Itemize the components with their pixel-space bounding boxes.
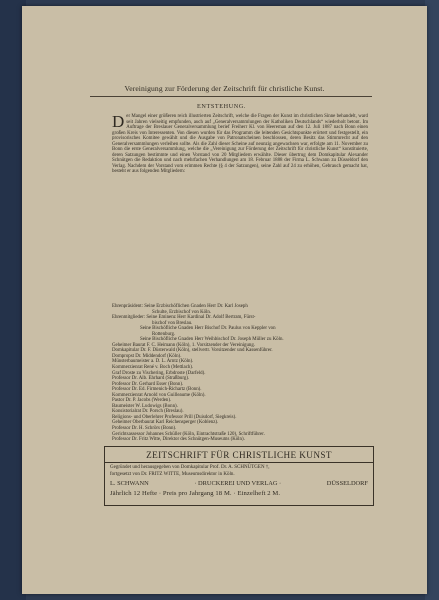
page-header-title: Vereinigung zur Förderung der Zeitschrift für christliche Kunst. [124, 84, 325, 93]
list-item: Professor Dr. Alb. Ehrhard (Straßburg). [112, 376, 190, 382]
drop-cap: D [112, 112, 125, 131]
section-title: ENTSTEHUNG. [197, 103, 247, 110]
list-item: Religions- und Oberlehrer Professor Prill (Duisdorf, Siegkreis). [112, 414, 237, 420]
journal-info-box [104, 446, 374, 506]
list-item: Kommerzienrat Arnold von Guilleaume (Köln). [112, 392, 206, 398]
intro-text: er Mangel einer größeren reich illustrierten Zeitschrift, welche die Fragen der Kunst im christlichen Sinne behandelt, ward seit Jahren vielseitig empfunden, auch auf „Generalversammlungen der Katholiken Deutschlands“ wiederholt betont. Im Auftrage der Breslauer Generalversammlung berief Freiherr Kl. von Heereman auf den 12. Juli 1887 nach Bonn einen großen Kreis von Interessenten. Von diesen wurden für das Programm die leitenden Gesichtspunkte erörtert und festgestellt, ein provisorisches Komitee gewählt und die Ausgabe von Patronatscheinen beschlossen, deren Besitz das Stimmrecht auf den Generalversammlungen verleihen sollte. Als die Zahl dieser Scheine auf neunzig angewachsen war, erfolgte am 11. November zu Bonn die erste Generalversammlung, welche die „Vereinigung zur Förderung der Zeitschrift für christliche Kunst“ konstituierte, deren Satzungen bestimmte und einen Vorstand von 20 Mitgliedern erwählte. Dieser übertrug dem Domkapitular Alexander Schnütgen die Redaktion und nach mehrfachen Verhandlungen am 18. Februar 1888 der Firma L. Schwann zu Düsseldorf den Verlag. Nachdem der Vorstand vom erimmen Rechte (§ 4 der Satzungen), seine Zahl auf 24 zu erhöhen, Gebrauch gemacht hat, besteht er aus folgenden Mitgliedern: [112, 114, 368, 175]
list-item: Geheimer Oberbaurat Karl Reichensperger (Koblenz). [112, 420, 219, 426]
list-item: Konsistorialrat Dr. Porsch (Breslau). [112, 409, 184, 415]
list-item: Pastor Dr. P. Jacobs (Werden). [112, 398, 172, 404]
publisher-name: L. SCHWANN [110, 480, 149, 487]
list-item: Domkapitular Dr. F. Düsterwald (Köln), stellvertr. Vorsitzender und Kassenführer. [112, 348, 273, 354]
publisher-city: DÜSSELDORF [326, 480, 368, 487]
list-item: Professor Dr. H. Schrörs (Bonn). [112, 426, 177, 432]
box-divider [105, 462, 373, 463]
honorary-member-line: bischof von Breslau. [152, 320, 193, 326]
list-item: Geheimer Baurat F. C. Heimann (Köln), 1. Vorsitzender der Vereinigung. [112, 342, 256, 348]
honorary-president-label: Ehrenpräsident: [112, 304, 143, 309]
list-item: Münsterbaumeister a. D. L. Arntz (Köln). [112, 359, 194, 365]
honorary-member-line: Rottenburg. [152, 331, 176, 337]
document-page [22, 6, 427, 594]
publisher-line [110, 480, 368, 487]
publisher-type: · DRUCKEREI UND VERLAG · [194, 480, 282, 487]
honorary-president-line2: Schulte, Erzbischof von Köln. [152, 309, 212, 315]
price-line: Jährlich 12 Hefte · Preis pro Jahrgang 18 M. · Einzelheft 2 M. [110, 490, 281, 497]
intro-paragraph [112, 114, 368, 175]
member-list [112, 304, 368, 443]
founder-line: Gegründet und herausgegeben von Domkapitular Prof. Dr. A. SCHNÜTGEN †, [110, 465, 270, 470]
editor-line: fortgesetzt von Dr. FRITZ WITTE, Museumsdirektor in Köln. [110, 472, 235, 477]
journal-title: ZEITSCHRIFT FÜR CHRISTLICHE KUNST [146, 450, 332, 460]
list-item: Professor Dr. Ed. Firmenich-Richartz (Bonn). [112, 387, 202, 393]
background-right [425, 0, 439, 600]
list-item: Professor Dr. Fritz Witte, Direktor des Schnütgen-Museums (Köln). [112, 437, 245, 443]
list-item: Dompropst Dr. Middendorf (Köln). [112, 353, 182, 359]
list-item: Gerichtsassessor Johannes Schüller (Köln, Eintrachtstraße 120), Schriftführer. [112, 431, 265, 437]
list-item: Graf Droste zu Vischering, Erbdroste (Darfeld). [112, 370, 206, 376]
honorary-member-line: Seine Bischöfliche Gnaden Herr Bischof Dr. Paulus von Keppler von [140, 326, 276, 332]
honorary-president-line1: Seine Erzbischöflichen Gnaden Herr Dr. Karl Joseph [144, 304, 248, 309]
header-rule [90, 96, 372, 97]
list-item: Kommerzienrat René v. Boch (Mettlach). [112, 365, 194, 371]
honorary-members-label: Ehrenmitglieder: [112, 315, 146, 321]
list-item: Professor Dr. Gerhard Esser (Bonn). [112, 381, 184, 387]
honorary-member-line: Seine Eminenz Herr Kardinal Dr. Adolf Bertram, Fürst- [146, 315, 256, 321]
list-item: Baumeister W. Ludowigs (Bonn). [112, 403, 178, 409]
honorary-member-line: Seine Bischöfliche Gnaden Herr Weihbischof Dr. Joseph Müller zu Köln. [140, 337, 284, 343]
